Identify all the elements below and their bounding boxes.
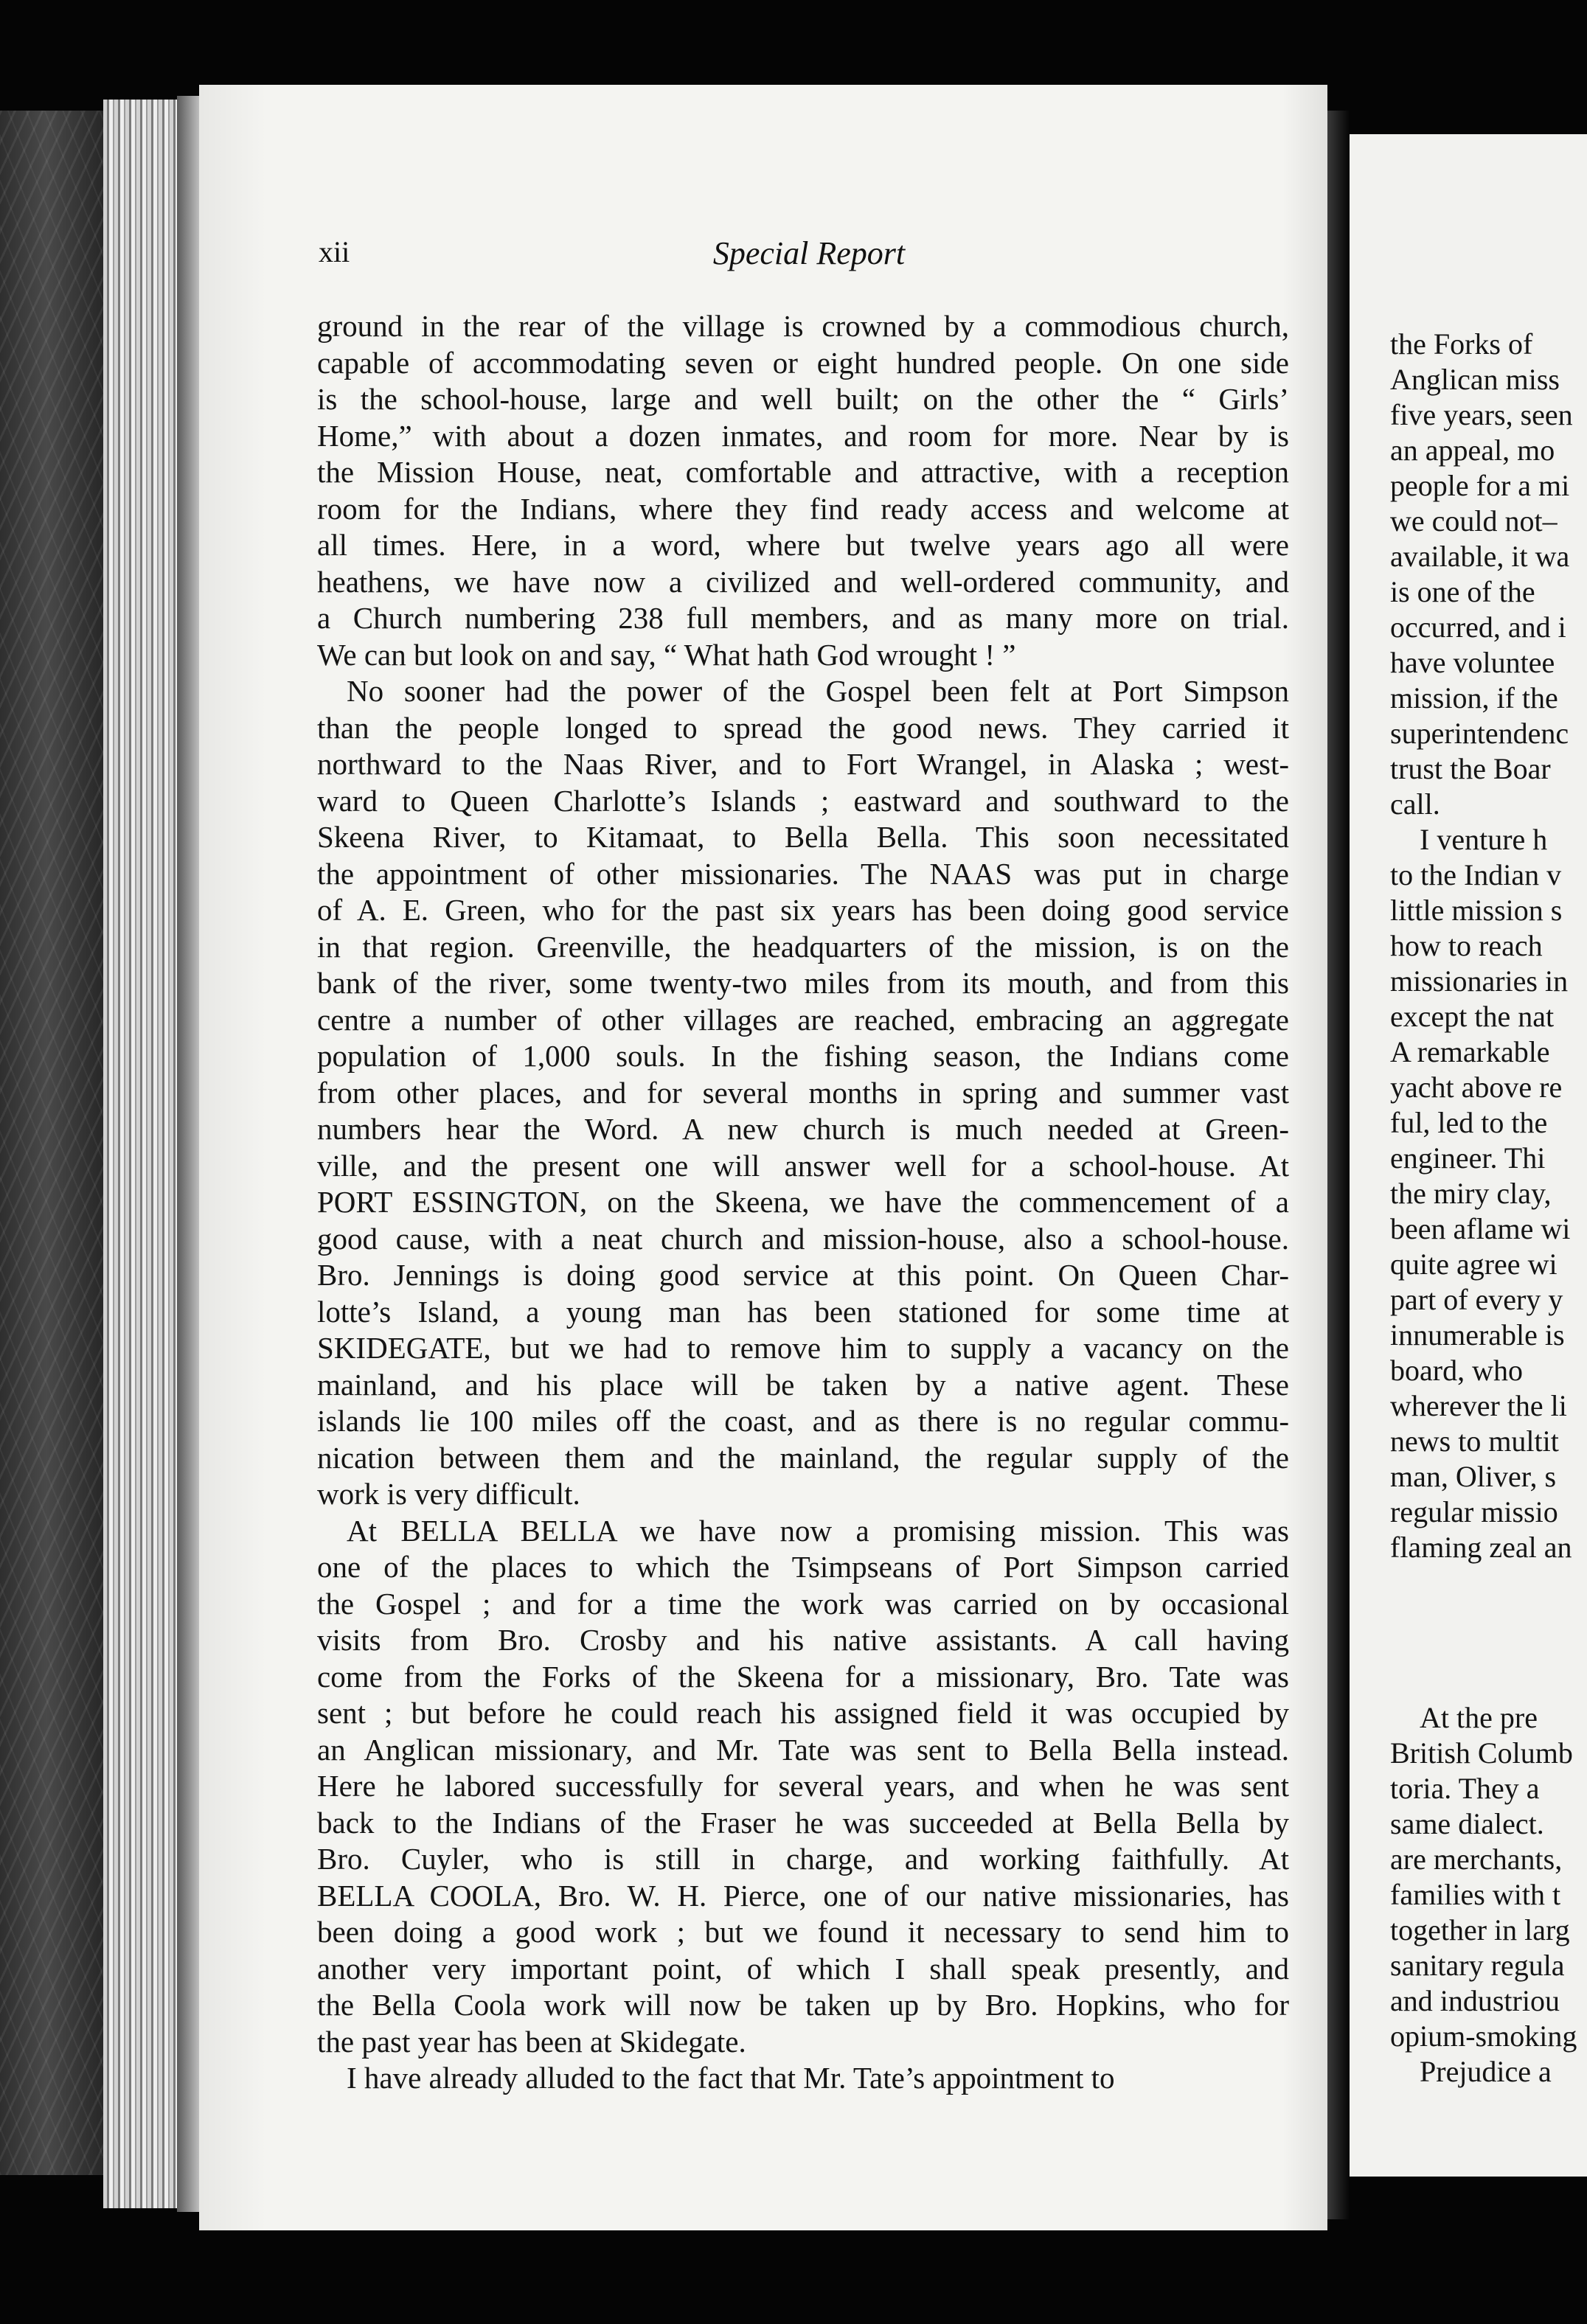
text-line: heathens, we have now a civilized and well-ordered community, and <box>317 564 1289 599</box>
text-line: missionaries in <box>1390 964 1569 998</box>
text-line: another very important point, of which I shall speak presently, and <box>317 1951 1289 1986</box>
text-line: sanitary regula <box>1390 1949 1565 1982</box>
text-line: mainland, and his place will be taken by a native agent. These <box>317 1367 1289 1402</box>
text-line: BELLA COOLA, Bro. W. H. Pierce, one of our native missionaries, has <box>317 1878 1289 1913</box>
text-line: trust the Boar <box>1390 752 1551 785</box>
text-line: Bro. Cuyler, who is still in charge, and working faithfully. At <box>317 1842 1289 1876</box>
running-head: Special Report <box>712 235 906 271</box>
text-line: yacht above re <box>1390 1071 1563 1104</box>
text-line: good cause, with a neat church and mission-house, also a school-house. <box>317 1221 1289 1256</box>
text-line: wherever the li <box>1390 1389 1567 1422</box>
page-number: xii <box>319 235 350 268</box>
text-line: the appointment of other missionaries. The NAAS was put in charge <box>317 856 1289 891</box>
text-line: board, who <box>1390 1354 1523 1387</box>
text-line: the Forks of <box>1390 327 1533 361</box>
text-line: ground in the rear of the village is crowned by a commodious church, <box>317 309 1289 343</box>
text-line: ville, and the present one will answer well for a school-house. At <box>317 1148 1289 1183</box>
text-line: an appeal, mo <box>1390 434 1555 467</box>
text-line: in that region. Greenville, the headquarters of the mission, is on the <box>317 929 1289 964</box>
text-line: have voluntee <box>1390 646 1555 679</box>
text-line: nication between them and the mainland, the regular supply of the <box>317 1440 1289 1475</box>
text-line: population of 1,000 souls. In the fishing season, the Indians come <box>317 1039 1289 1073</box>
text-line: back to the Indians of the Fraser he was succeeded at Bella Bella by <box>317 1805 1289 1840</box>
text-line: quite agree wi <box>1390 1248 1558 1281</box>
text-line: the Mission House, neat, comfortable and attractive, with a reception <box>317 455 1289 489</box>
text-line: the miry clay, <box>1390 1177 1552 1210</box>
text-line: the past year has been at Skidegate. <box>317 2024 746 2059</box>
binding-shadow <box>177 96 199 2212</box>
text-line: ward to Queen Charlotte’s Islands ; eastward and southward to the <box>317 783 1289 818</box>
text-line: opium-smoking <box>1390 2019 1577 2053</box>
text-line: Prejudice a <box>1420 2055 1552 2088</box>
text-line: Anglican miss <box>1390 363 1560 396</box>
text-line: the Bella Coola work will now be taken up by Bro. Hopkins, who for <box>317 1988 1289 2022</box>
text-line: a Church numbering 238 full members, and as many more on trial. <box>317 601 1289 635</box>
text-line: together in larg <box>1390 1913 1570 1946</box>
text-line: No sooner had the power of the Gospel been felt at Port Simpson <box>347 674 1289 708</box>
text-line: room for the Indians, where they find ready access and welcome at <box>317 491 1289 526</box>
text-line: superintendenc <box>1390 717 1569 750</box>
right-page-text-block-1 <box>1390 327 1587 1565</box>
marbled-endpaper <box>0 111 103 2175</box>
text-line: I have already alluded to the fact that Mr. Tate’s appointment to <box>347 2061 1115 2095</box>
text-line: toria. They a <box>1390 1772 1540 1805</box>
text-line: is the school-house, large and well built; on the other the “ Girls’ <box>317 382 1289 416</box>
text-line: all times. Here, in a word, where but twelve years ago all were <box>317 528 1289 562</box>
text-line: At BELLA BELLA we have now a promising mission. This was <box>347 1513 1289 1548</box>
text-line: an Anglican missionary, and Mr. Tate was sent to Bella Bella instead. <box>317 1732 1289 1767</box>
text-line: people for a mi <box>1390 469 1570 502</box>
text-line: than the people longed to spread the good news. They carried it <box>317 710 1289 745</box>
right-page-text-block-2 <box>1390 1700 1587 2090</box>
text-line: little mission s <box>1390 894 1563 927</box>
text-line: ful, led to the <box>1390 1106 1548 1139</box>
text-line: news to multit <box>1390 1424 1559 1458</box>
text-line: to the Indian v <box>1390 858 1562 891</box>
text-line: We can but look on and say, “ What hath God wrought ! ” <box>317 637 1016 672</box>
text-line: families with t <box>1390 1878 1561 1911</box>
text-line: A remarkable <box>1390 1035 1550 1068</box>
text-line: of A. E. Green, who for the past six years has been doing good service <box>317 893 1289 927</box>
text-line: bank of the river, some twenty-two miles from its mouth, and from this <box>317 966 1289 1000</box>
text-line: one of the places to which the Tsimpseans of Port Simpson carried <box>317 1550 1289 1584</box>
text-line: man, Oliver, s <box>1390 1460 1557 1493</box>
text-line: call. <box>1390 787 1440 821</box>
text-line: same dialect. <box>1390 1807 1544 1840</box>
text-line: innumerable is <box>1390 1318 1565 1351</box>
text-line: come from the Forks of the Skeena for a missionary, Bro. Tate was <box>317 1659 1289 1694</box>
text-line: and industriou <box>1390 1984 1560 2017</box>
text-line: flaming zeal an <box>1390 1531 1572 1564</box>
text-line: work is very difficult. <box>317 1477 580 1511</box>
text-line: northward to the Naas River, and to Fort Wrangel, in Alaska ; west- <box>317 747 1289 781</box>
text-line: how to reach <box>1390 929 1543 962</box>
text-line: PORT ESSINGTON, on the Skeena, we have the commencement of a <box>317 1185 1289 1219</box>
text-line: British Columb <box>1390 1736 1573 1770</box>
text-line: I venture h <box>1420 823 1548 856</box>
text-line: islands lie 100 miles off the coast, and as there is no regular commu- <box>317 1404 1289 1438</box>
book-gutter <box>1327 111 1350 2219</box>
text-line: SKIDEGATE, but we had to remove him to supply a vacancy on the <box>317 1331 1289 1365</box>
text-line: except the nat <box>1390 1000 1555 1033</box>
text-line: occurred, and i <box>1390 610 1566 644</box>
text-line: centre a number of other villages are reached, embracing an aggregate <box>317 1002 1289 1037</box>
text-line: the Gospel ; and for a time the work was carried on by occasional <box>317 1586 1289 1621</box>
text-line: we could not– <box>1390 504 1558 537</box>
text-line: At the pre <box>1420 1701 1538 1734</box>
text-line: from other places, and for several months in spring and summer vast <box>317 1075 1289 1110</box>
text-line: Skeena River, to Kitamaat, to Bella Bella. This soon necessitated <box>317 820 1289 854</box>
page-edges <box>103 100 177 2208</box>
left-page-text <box>317 308 1289 2097</box>
text-line: is one of the <box>1390 575 1535 608</box>
text-line: Home,” with about a dozen inmates, and room for more. Near by is <box>317 418 1289 453</box>
text-line: been doing a good work ; but we found it necessary to send him to <box>317 1915 1289 1949</box>
text-line: been aflame wi <box>1390 1212 1571 1245</box>
text-line: Here he labored successfully for several years, and when he was sent <box>317 1769 1289 1803</box>
text-line: are merchants, <box>1390 1843 1563 1876</box>
text-line: part of every y <box>1390 1283 1563 1316</box>
text-line: Bro. Jennings is doing good service at this point. On Queen Char- <box>317 1258 1289 1292</box>
text-line: regular missio <box>1390 1495 1558 1528</box>
text-line: sent ; but before he could reach his assigned field it was occupied by <box>317 1696 1289 1730</box>
text-line: mission, if the <box>1390 681 1558 714</box>
text-line: capable of accommodating seven or eight hundred people. On one side <box>317 345 1289 380</box>
text-line: five years, seen <box>1390 398 1573 431</box>
text-line: visits from Bro. Crosby and his native assistants. A call having <box>317 1623 1289 1657</box>
text-line: lotte’s Island, a young man has been stationed for some time at <box>317 1294 1289 1329</box>
text-line: available, it wa <box>1390 540 1570 573</box>
text-line: engineer. Thi <box>1390 1141 1546 1175</box>
text-line: numbers hear the Word. A new church is much needed at Green- <box>317 1112 1289 1146</box>
page-header <box>319 234 1299 279</box>
